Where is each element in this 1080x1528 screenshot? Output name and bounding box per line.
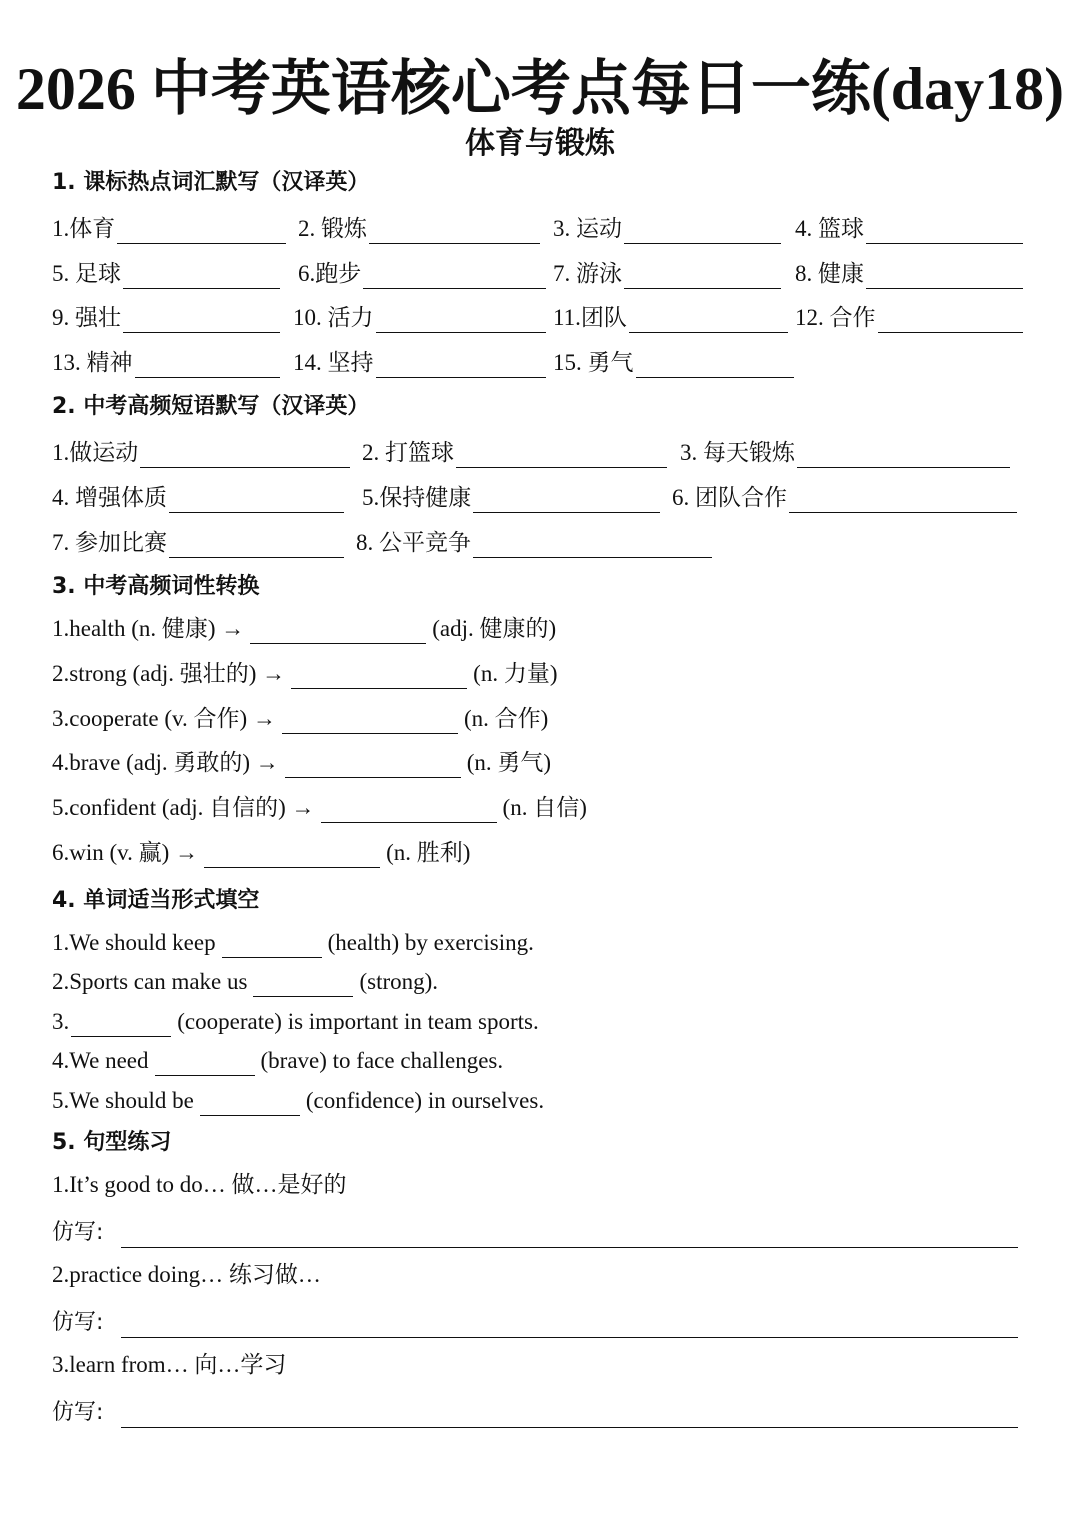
vocab-item[interactable]: 9. 强壮 [52,299,280,333]
imitation-row[interactable]: 仿写: [52,1304,1018,1338]
phrase-item[interactable]: 4. 增强体质 [52,479,344,513]
vocab-item[interactable]: 13. 精神 [52,344,280,378]
conversion-item: 1.health (n. 健康) → (adj. 健康的) [52,614,556,644]
phrase-item[interactable]: 5.保持健康 [362,479,660,513]
imitation-row[interactable]: 仿写: [52,1394,1018,1428]
answer-blank[interactable] [376,351,547,378]
conversion-item: 6.win (v. 赢) → (n. 胜利) [52,838,470,868]
answer-blank[interactable] [473,531,712,558]
vocab-item[interactable]: 6.跑步 [298,255,546,289]
answer-blank[interactable] [624,262,781,289]
vocab-item[interactable]: 3. 运动 [553,210,781,244]
fill-item: 3. (cooperate) is important in team sports. [52,1007,539,1037]
answer-blank[interactable] [629,306,788,333]
page-title: 2026 中考英语核心考点每日一练(day18) [15,56,1065,122]
vocab-item[interactable]: 15. 勇气 [553,344,794,378]
answer-blank[interactable] [456,441,667,468]
answer-blank[interactable] [140,441,350,468]
vocab-item[interactable]: 2. 锻炼 [298,210,540,244]
fill-item: 2.Sports can make us (strong). [52,967,438,997]
fill-item: 5.We should be (confidence) in ourselves. [52,1086,544,1116]
vocab-item[interactable]: 7. 游泳 [553,255,781,289]
answer-blank[interactable] [473,486,660,513]
phrase-item[interactable]: 1.做运动 [52,434,350,468]
answer-blank[interactable] [123,306,280,333]
section-1-heading: 1. 课标热点词汇默写（汉译英） [52,170,370,195]
fill-item: 1.We should keep (health) by exercising. [52,928,534,958]
answer-blank[interactable] [71,1012,171,1037]
imitation-blank[interactable] [121,1401,1018,1428]
answer-blank[interactable] [123,262,280,289]
answer-blank[interactable] [376,306,547,333]
answer-blank[interactable] [369,217,540,244]
vocab-item[interactable]: 14. 坚持 [293,344,546,378]
vocab-item[interactable]: 5. 足球 [52,255,280,289]
vocab-item[interactable]: 1.体育 [52,210,286,244]
imitation-blank[interactable] [121,1221,1018,1248]
answer-blank[interactable] [866,262,1023,289]
vocab-item[interactable]: 11.团队 [553,299,788,333]
section-3-heading: 3. 中考高频词性转换 [52,574,260,599]
pattern-prompt: 3.learn from… 向…学习 [52,1352,287,1377]
phrase-item[interactable]: 6. 团队合作 [672,479,1017,513]
vocab-item[interactable]: 8. 健康 [795,255,1023,289]
page-subtitle: 体育与锻炼 [465,126,615,161]
answer-blank[interactable] [321,798,497,823]
answer-blank[interactable] [797,441,1010,468]
answer-blank[interactable] [250,619,426,644]
section-5-heading: 5. 句型练习 [52,1130,172,1155]
pattern-prompt: 1.It’s good to do… 做…是好的 [52,1172,347,1197]
vocab-item[interactable]: 12. 合作 [795,299,1023,333]
vocab-item[interactable]: 10. 活力 [293,299,546,333]
vocab-item[interactable]: 4. 篮球 [795,210,1023,244]
pattern-prompt: 2.practice doing… 练习做… [52,1262,321,1287]
phrase-item[interactable]: 7. 参加比赛 [52,524,344,558]
answer-blank[interactable] [291,664,467,689]
answer-blank[interactable] [117,217,286,244]
conversion-item: 3.cooperate (v. 合作) → (n. 合作) [52,704,548,734]
answer-blank[interactable] [285,753,461,778]
imitation-row[interactable]: 仿写: [52,1214,1018,1248]
answer-blank[interactable] [789,486,1017,513]
conversion-item: 4.brave (adj. 勇敢的) → (n. 勇气) [52,748,551,778]
answer-blank[interactable] [878,306,1024,333]
answer-blank[interactable] [636,351,795,378]
answer-blank[interactable] [200,1091,300,1116]
imitation-blank[interactable] [121,1311,1018,1338]
answer-blank[interactable] [282,709,458,734]
fill-item: 4.We need (brave) to face challenges. [52,1046,503,1076]
answer-blank[interactable] [624,217,781,244]
answer-blank[interactable] [169,531,344,558]
section-4-heading: 4. 单词适当形式填空 [52,888,260,913]
answer-blank[interactable] [169,486,344,513]
answer-blank[interactable] [253,972,353,997]
phrase-item[interactable]: 8. 公平竞争 [356,524,712,558]
answer-blank[interactable] [135,351,281,378]
conversion-item: 2.strong (adj. 强壮的) → (n. 力量) [52,659,558,689]
answer-blank[interactable] [866,217,1023,244]
answer-blank[interactable] [155,1051,255,1076]
phrase-item[interactable]: 3. 每天锻炼 [680,434,1010,468]
answer-blank[interactable] [363,262,546,289]
conversion-item: 5.confident (adj. 自信的) → (n. 自信) [52,793,587,823]
section-2-heading: 2. 中考高频短语默写（汉译英） [52,394,370,419]
answer-blank[interactable] [222,933,322,958]
answer-blank[interactable] [204,843,380,868]
phrase-item[interactable]: 2. 打篮球 [362,434,667,468]
